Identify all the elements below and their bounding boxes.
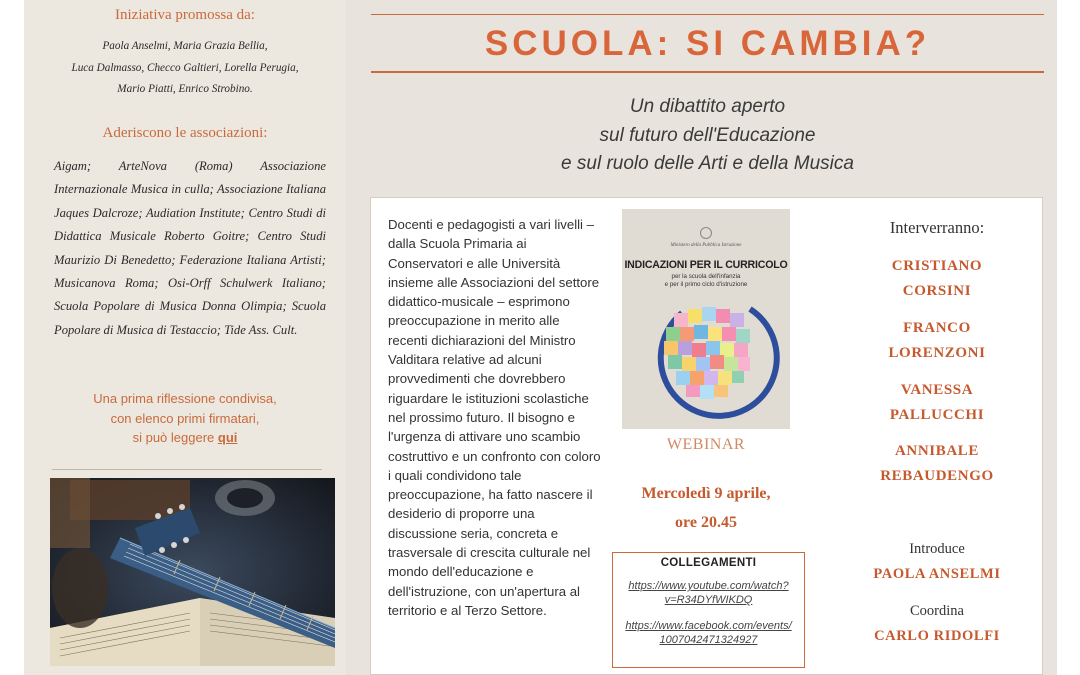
reflection-line [24,428,346,448]
speaker-first-name: ANNIBALE [895,443,979,459]
associations-heading: Aderiscono le associazioni: [102,125,268,141]
speaker-first-name: FRANCO [903,320,971,336]
speakers-heading: Interverranno: [889,218,985,237]
facebook-link-line1: https://www.facebook.com/events/ [625,620,792,632]
top-rule [371,14,1044,15]
subtitle-line: e sul ruolo delle Arti e della Musica [561,153,854,174]
speaker-name [837,254,1037,304]
event-subtitle [371,93,1044,179]
associations-list: Aigam; ArteNova (Roma) Associazione Internazionale Musica in culla; Associazione Italiana Jaques Dalcroze; Audiation Institute; Centro Studi di Didattica Musicale Roberto Goitre; Centro Studi Maurizio Di Benedetto; Federazione Italiana Artisti; Musicanova Roma; Osi-Orff Schulwerk Italiano; Scuola Popolare di Musica Donna Olimpia; Scuola Popolare di Musica di Testaccio; Tide Ass. Cult. [54,159,326,337]
guitar-photo [50,478,335,666]
cover-title: INDICAZIONI PER IL CURRICOLO [624,259,788,271]
promoters-line: Mario Piatti, Enrico Strobino. [117,83,253,95]
cover-subtitle [622,273,790,289]
links-heading: COLLEGAMENTI [660,557,757,569]
promoted-heading: Iniziativa promossa da: [115,7,255,23]
youtube-link[interactable] [613,579,804,607]
speaker-last-name: PALLUCCHI [889,407,985,423]
speaker-last-name: CORSINI [902,283,972,299]
cover-artwork [622,209,790,429]
event-time: ore 20.45 [675,514,737,531]
reflection-note [24,389,346,448]
speaker-name [837,378,1037,428]
event-title: SCUOLA: SI CAMBIA? [484,24,931,63]
speaker-first-name: VANESSA [900,382,974,398]
event-date: Mercoledì 9 aprile, [641,485,771,502]
reflection-line-text: si può leggere [132,430,215,445]
promoters-line: Paola Anselmi, Maria Grazia Bellia, [102,40,268,52]
cover-subtitle-line: e per il primo ciclo d'istruzione [664,281,748,288]
speaker-last-name: REBAUDENGO [880,468,994,484]
right-panel [346,0,1057,675]
promoters-line: Luca Dalmasso, Checco Galtieri, Lorella Perugia, [71,61,299,74]
speaker-last-name: LORENZONI [888,345,986,361]
title-rule [371,71,1044,73]
divider [52,469,322,470]
cover-ministry: Ministero della Pubblica Istruzione [670,243,742,248]
event-datetime [607,479,805,537]
left-panel [24,0,346,675]
reflection-link[interactable]: qui [217,430,238,445]
cover-subtitle-line: per la scuola dell'infanzia [671,273,741,280]
introduces-name: PAOLA ANSELMI [873,566,1001,582]
event-card [370,197,1043,675]
facebook-link[interactable] [613,619,804,647]
links-box [612,552,805,668]
coordinates-name: CARLO RIDOLFI [874,628,1000,644]
youtube-link-line2: v=R34DYfWIKDQ [664,594,753,606]
subtitle-line: Un dibattito aperto [629,96,786,117]
introduces-label: Introduce [909,541,965,557]
speaker-name [837,316,1037,366]
emblem-icon [700,227,712,239]
promoters-list [24,36,346,101]
coordinates-label: Coordina [910,603,964,619]
facebook-link-line2: 1007042471324927 [659,634,758,646]
youtube-link-line1: https://www.youtube.com/watch? [628,580,789,592]
reflection-line: con elenco primi firmatari, [110,410,260,426]
description-text: Docenti e pedagogisti a vari livelli – dalla Scuola Primaria ai Conservatori e alle Università insieme alle Associazioni del settore didattico-musicale – esprimono preoccupazione in merito alle recenti dichiarazioni del Ministro Valditara relative ad alcuni provvedimenti che dovrebbero riguardare le istituzioni scolastiche nel prossimo futuro. Il bisogno e l'urgenza di attivare uno scambio costruttivo e un confronto con coloro i quali condividono tale preoccupazione, ha fatto nascere il desiderio di proporre una discussione seria, concreta e trasversale di crescita culturale nel mondo dell'educazione e dell'istruzione, con un'apertura al territorio e al Terzo Settore. [388,217,601,618]
speaker-first-name: CRISTIANO [891,258,983,274]
document-cover-image [622,209,790,429]
subtitle-line: sul futuro dell'Educazione [599,124,816,146]
reflection-line: Una prima riflessione condivisa, [93,391,277,406]
webinar-label: WEBINAR [666,436,746,453]
speaker-name [837,439,1037,489]
